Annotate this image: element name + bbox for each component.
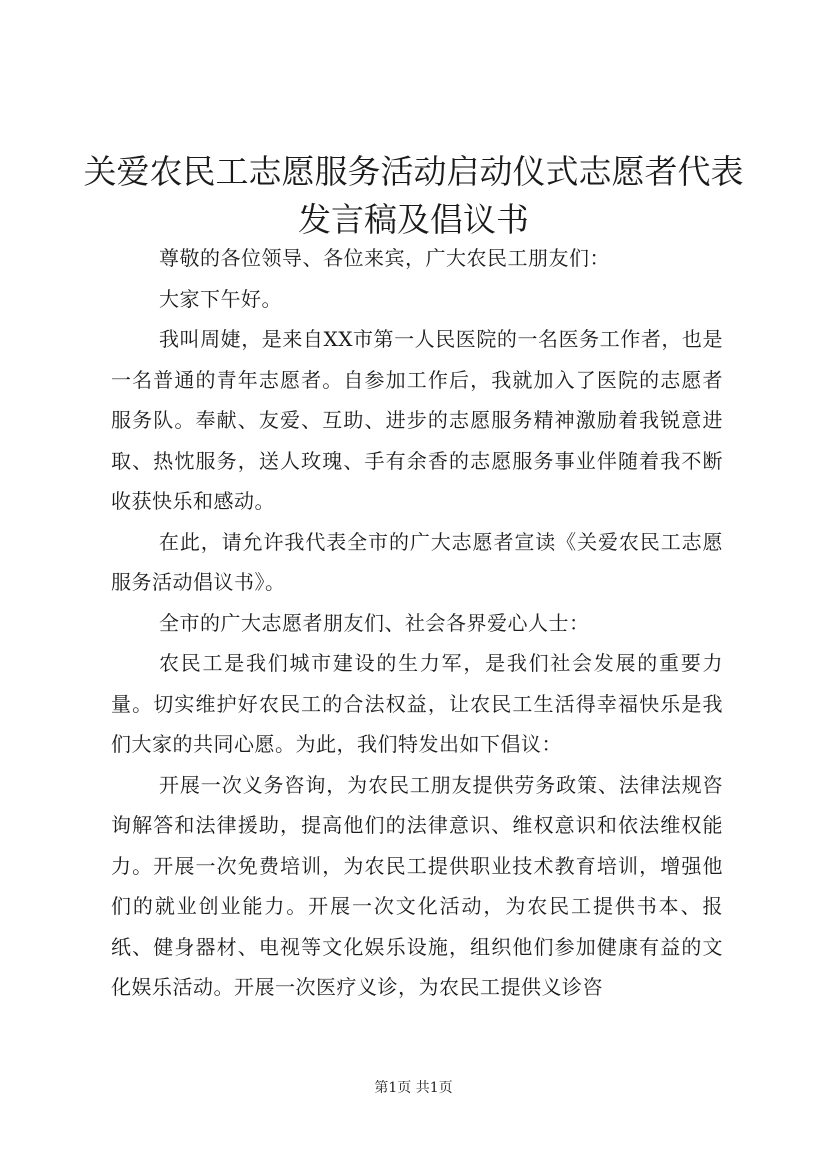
- document-body: [111, 238, 723, 1008]
- paragraph-introduction: 我叫周婕，是来自XX市第一人民医院的一名医务工作者，也是一名普通的青年志愿者。自参加工作后，我就加入了医院的志愿者服务队。奉献、友爱、互助、进步的志愿服务精神激励着我锐意进取、热忱服务，送人玫瑰、手有余香的志愿服务事业伴随着我不断收获快乐和感动。: [111, 327, 723, 513]
- paragraph-proposal-salutation: 全市的广大志愿者朋友们、社会各界爱心人士：: [159, 610, 590, 635]
- page-number-footer: 第1页 共1页: [374, 1080, 453, 1096]
- paragraph-greeting: 大家下午好。: [159, 286, 282, 311]
- paragraph-salutation: 尊敬的各位领导、各位来宾，广大农民工朋友们：: [159, 246, 610, 270]
- paragraph-reading-announcement: 在此，请允许我代表全市的广大志愿者宣读《关爱农民工志愿服务活动倡议书》。: [111, 529, 723, 594]
- title-line-2: 发言稿及倡议书: [298, 200, 529, 239]
- paragraph-background: 农民工是我们城市建设的生力军，是我们社会发展的重要力量。切实维护好农民工的合法权益，让农民工生活得幸福快乐是我们大家的共同心愿。为此，我们特发出如下倡议：: [111, 651, 723, 756]
- paragraph-proposals: 开展一次义务咨询，为农民工朋友提供劳务政策、法律法规咨询解答和法律援助，提高他们的法律意识、维权意识和依法维权能力。开展一次免费培训，为农民工提供职业技术教育培训，增强他们的就业创业能力。开展一次文化活动，为农民工提供书本、报纸、健身器材、电视等文化娱乐设施，组织他们参加健康有益的文化娱乐活动。开展一次医疗义诊，为农民工提供义诊咨: [111, 772, 723, 999]
- document-title: [60, 148, 767, 244]
- title-line-1: 关爱农民工志愿服务活动启动仪式志愿者代表: [83, 152, 744, 191]
